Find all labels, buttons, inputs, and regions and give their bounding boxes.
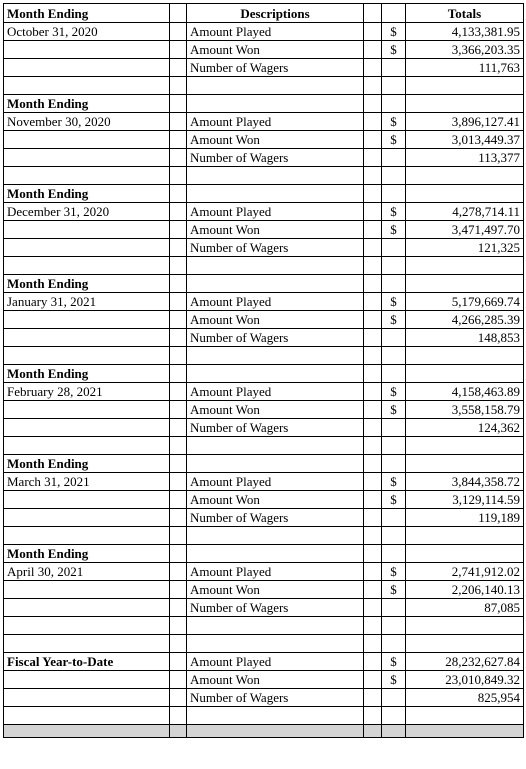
spacer-cell bbox=[364, 617, 382, 635]
amount-played-value: 28,232,627.84 bbox=[406, 653, 524, 671]
empty-cell bbox=[4, 527, 170, 545]
dollar-sign: $ bbox=[382, 131, 406, 149]
empty-cell bbox=[382, 59, 406, 77]
dollar-sign: $ bbox=[382, 41, 406, 59]
spacer-cell bbox=[170, 581, 187, 599]
dollar-sign: $ bbox=[382, 581, 406, 599]
spacer-cell bbox=[364, 221, 382, 239]
spacer-cell bbox=[170, 599, 187, 617]
empty-cell bbox=[187, 185, 364, 203]
spacer-cell bbox=[170, 383, 187, 401]
spacer-cell bbox=[170, 77, 187, 95]
spacer-cell bbox=[170, 419, 187, 437]
table-row bbox=[4, 635, 524, 653]
empty-cell bbox=[4, 77, 170, 95]
empty-cell bbox=[382, 365, 406, 383]
table-row bbox=[4, 707, 524, 725]
spacer-cell bbox=[364, 419, 382, 437]
empty-cell bbox=[406, 275, 524, 293]
report-body bbox=[4, 4, 524, 738]
empty-cell bbox=[4, 725, 170, 738]
empty-cell bbox=[187, 725, 364, 738]
wagering-report-table bbox=[3, 3, 524, 738]
empty-cell bbox=[382, 77, 406, 95]
empty-cell bbox=[4, 149, 170, 167]
number-of-wagers-label: Number of Wagers bbox=[187, 149, 364, 167]
empty-cell bbox=[382, 185, 406, 203]
spacer-cell bbox=[170, 95, 187, 113]
amount-played-value: 3,896,127.41 bbox=[406, 113, 524, 131]
empty-cell bbox=[4, 509, 170, 527]
amount-played-value: 5,179,669.74 bbox=[406, 293, 524, 311]
empty-cell bbox=[406, 77, 524, 95]
spacer-cell bbox=[170, 725, 187, 738]
spacer-cell bbox=[364, 167, 382, 185]
spacer-cell bbox=[170, 455, 187, 473]
empty-cell bbox=[406, 167, 524, 185]
empty-cell bbox=[187, 275, 364, 293]
spacer-cell bbox=[364, 203, 382, 221]
amount-won-value: 3,366,203.35 bbox=[406, 41, 524, 59]
table-row bbox=[4, 239, 524, 257]
empty-cell bbox=[382, 329, 406, 347]
empty-cell bbox=[4, 707, 170, 725]
spacer-cell bbox=[170, 689, 187, 707]
dollar-sign: $ bbox=[382, 383, 406, 401]
spacer-cell bbox=[364, 455, 382, 473]
empty-cell bbox=[4, 491, 170, 509]
spacer-cell bbox=[170, 617, 187, 635]
spacer-cell bbox=[170, 527, 187, 545]
wagers-value: 119,189 bbox=[406, 509, 524, 527]
table-row bbox=[4, 545, 524, 563]
dollar-sign: $ bbox=[382, 311, 406, 329]
table-row bbox=[4, 77, 524, 95]
amount-won-value: 3,013,449.37 bbox=[406, 131, 524, 149]
spacer-cell bbox=[364, 131, 382, 149]
spacer-cell bbox=[364, 311, 382, 329]
month-ending-label: Month Ending bbox=[4, 185, 170, 203]
month-date: February 28, 2021 bbox=[4, 383, 170, 401]
spacer-cell bbox=[170, 4, 187, 23]
table-row bbox=[4, 149, 524, 167]
dollar-sign: $ bbox=[382, 203, 406, 221]
wagers-value: 113,377 bbox=[406, 149, 524, 167]
empty-cell bbox=[382, 599, 406, 617]
spacer-cell bbox=[364, 509, 382, 527]
empty-cell bbox=[187, 95, 364, 113]
empty-cell bbox=[4, 239, 170, 257]
spacer-cell bbox=[364, 365, 382, 383]
spacer-cell bbox=[170, 167, 187, 185]
table-row bbox=[4, 527, 524, 545]
table-row bbox=[4, 653, 524, 671]
empty-cell bbox=[4, 671, 170, 689]
empty-cell bbox=[382, 509, 406, 527]
descriptions-header: Descriptions bbox=[187, 4, 364, 23]
dollar-sign: $ bbox=[382, 293, 406, 311]
empty-cell bbox=[4, 347, 170, 365]
spacer-cell bbox=[170, 545, 187, 563]
spacer-cell bbox=[364, 527, 382, 545]
spacer-cell bbox=[364, 599, 382, 617]
empty-cell bbox=[382, 437, 406, 455]
empty-cell bbox=[382, 635, 406, 653]
spacer-cell bbox=[364, 347, 382, 365]
empty-cell bbox=[382, 725, 406, 738]
empty-cell bbox=[4, 401, 170, 419]
month-ending-label: Month Ending bbox=[4, 365, 170, 383]
empty-cell bbox=[187, 167, 364, 185]
amount-won-label: Amount Won bbox=[187, 581, 364, 599]
month-date: December 31, 2020 bbox=[4, 203, 170, 221]
empty-cell bbox=[382, 257, 406, 275]
spacer-cell bbox=[364, 725, 382, 738]
spacer-cell bbox=[364, 23, 382, 41]
spacer-cell bbox=[364, 581, 382, 599]
empty-cell bbox=[382, 347, 406, 365]
dollar-sign: $ bbox=[382, 221, 406, 239]
spacer-cell bbox=[170, 635, 187, 653]
empty-cell bbox=[4, 689, 170, 707]
dollar-sign: $ bbox=[382, 473, 406, 491]
amount-won-value: 3,129,114.59 bbox=[406, 491, 524, 509]
spacer-cell bbox=[170, 131, 187, 149]
empty-cell bbox=[187, 527, 364, 545]
spacer-cell bbox=[170, 41, 187, 59]
spacer-cell bbox=[364, 59, 382, 77]
spacer-cell bbox=[364, 689, 382, 707]
empty-cell bbox=[4, 167, 170, 185]
table-row bbox=[4, 275, 524, 293]
empty-cell bbox=[382, 527, 406, 545]
wagers-value: 825,954 bbox=[406, 689, 524, 707]
amount-won-label: Amount Won bbox=[187, 41, 364, 59]
wagers-value: 148,853 bbox=[406, 329, 524, 347]
spacer-cell bbox=[170, 257, 187, 275]
empty-cell bbox=[406, 257, 524, 275]
table-row bbox=[4, 41, 524, 59]
spacer-cell bbox=[170, 437, 187, 455]
empty-cell bbox=[406, 455, 524, 473]
amount-won-label: Amount Won bbox=[187, 671, 364, 689]
spacer-cell bbox=[364, 383, 382, 401]
amount-won-value: 2,206,140.13 bbox=[406, 581, 524, 599]
table-row bbox=[4, 419, 524, 437]
spacer-cell bbox=[364, 671, 382, 689]
month-ending-label: Month Ending bbox=[4, 95, 170, 113]
table-row bbox=[4, 257, 524, 275]
wagers-value: 111,763 bbox=[406, 59, 524, 77]
spacer-cell bbox=[170, 473, 187, 491]
empty-cell bbox=[382, 617, 406, 635]
empty-cell bbox=[4, 437, 170, 455]
spacer-cell bbox=[170, 113, 187, 131]
table-row bbox=[4, 59, 524, 77]
empty-cell bbox=[406, 635, 524, 653]
totals-header: Totals bbox=[406, 4, 524, 23]
spacer-cell bbox=[364, 545, 382, 563]
spacer-cell bbox=[170, 293, 187, 311]
table-row bbox=[4, 617, 524, 635]
empty-cell bbox=[4, 329, 170, 347]
number-of-wagers-label: Number of Wagers bbox=[187, 59, 364, 77]
month-date: November 30, 2020 bbox=[4, 113, 170, 131]
table-row bbox=[4, 437, 524, 455]
table-row bbox=[4, 185, 524, 203]
spacer-cell bbox=[170, 491, 187, 509]
empty-cell bbox=[187, 347, 364, 365]
spacer-cell bbox=[170, 23, 187, 41]
amount-played-value: 2,741,912.02 bbox=[406, 563, 524, 581]
empty-cell bbox=[4, 635, 170, 653]
table-row bbox=[4, 365, 524, 383]
empty-cell bbox=[187, 437, 364, 455]
table-row bbox=[4, 563, 524, 581]
spacer-cell bbox=[364, 149, 382, 167]
dollar-sign: $ bbox=[382, 671, 406, 689]
spacer-cell bbox=[364, 95, 382, 113]
dollar-sign: $ bbox=[382, 23, 406, 41]
empty-cell bbox=[406, 617, 524, 635]
table-row bbox=[4, 473, 524, 491]
spacer-cell bbox=[170, 149, 187, 167]
empty-cell bbox=[382, 689, 406, 707]
empty-cell bbox=[4, 131, 170, 149]
table-row bbox=[4, 221, 524, 239]
empty-cell bbox=[406, 707, 524, 725]
empty-cell bbox=[406, 95, 524, 113]
month-ending-label: Month Ending bbox=[4, 455, 170, 473]
empty-cell bbox=[382, 707, 406, 725]
table-row bbox=[4, 455, 524, 473]
empty-cell bbox=[187, 257, 364, 275]
empty-cell bbox=[4, 41, 170, 59]
table-row bbox=[4, 689, 524, 707]
spacer-cell bbox=[364, 563, 382, 581]
spacer-cell bbox=[170, 365, 187, 383]
month-date: March 31, 2021 bbox=[4, 473, 170, 491]
empty-cell bbox=[4, 581, 170, 599]
spacer-cell bbox=[170, 221, 187, 239]
empty-cell bbox=[4, 617, 170, 635]
number-of-wagers-label: Number of Wagers bbox=[187, 509, 364, 527]
spacer-cell bbox=[170, 185, 187, 203]
amount-won-label: Amount Won bbox=[187, 491, 364, 509]
spacer-cell bbox=[170, 275, 187, 293]
spacer-cell bbox=[364, 491, 382, 509]
spacer-cell bbox=[364, 4, 382, 23]
table-row bbox=[4, 599, 524, 617]
amount-played-label: Amount Played bbox=[187, 203, 364, 221]
empty-cell bbox=[187, 455, 364, 473]
empty-cell bbox=[382, 95, 406, 113]
spacer-cell bbox=[364, 113, 382, 131]
wagers-value: 121,325 bbox=[406, 239, 524, 257]
table-row bbox=[4, 347, 524, 365]
spacer-cell bbox=[364, 293, 382, 311]
empty-cell bbox=[382, 239, 406, 257]
table-row bbox=[4, 581, 524, 599]
spacer-cell bbox=[364, 635, 382, 653]
table-row bbox=[4, 671, 524, 689]
spacer-cell bbox=[170, 203, 187, 221]
spacer-cell bbox=[170, 59, 187, 77]
spacer-cell bbox=[170, 509, 187, 527]
month-ending-label: Month Ending bbox=[4, 275, 170, 293]
spacer-cell bbox=[170, 653, 187, 671]
amount-won-label: Amount Won bbox=[187, 221, 364, 239]
empty-cell bbox=[187, 635, 364, 653]
table-row bbox=[4, 491, 524, 509]
table-row bbox=[4, 95, 524, 113]
number-of-wagers-label: Number of Wagers bbox=[187, 689, 364, 707]
month-ending-label: Month Ending bbox=[4, 545, 170, 563]
table-row bbox=[4, 509, 524, 527]
amount-played-label: Amount Played bbox=[187, 383, 364, 401]
empty-cell bbox=[4, 221, 170, 239]
amount-won-label: Amount Won bbox=[187, 131, 364, 149]
spacer-cell bbox=[364, 401, 382, 419]
month-date: October 31, 2020 bbox=[4, 23, 170, 41]
table-row bbox=[4, 203, 524, 221]
spacer-cell bbox=[364, 275, 382, 293]
dollar-sign: $ bbox=[382, 401, 406, 419]
wagers-value: 124,362 bbox=[406, 419, 524, 437]
amount-won-label: Amount Won bbox=[187, 401, 364, 419]
table-row bbox=[4, 311, 524, 329]
amount-played-label: Amount Played bbox=[187, 563, 364, 581]
empty-cell bbox=[382, 167, 406, 185]
dollar-sign: $ bbox=[382, 113, 406, 131]
empty-cell bbox=[406, 347, 524, 365]
table-row bbox=[4, 131, 524, 149]
amount-won-value: 3,471,497.70 bbox=[406, 221, 524, 239]
spacer-cell bbox=[364, 653, 382, 671]
amount-played-value: 3,844,358.72 bbox=[406, 473, 524, 491]
spacer-cell bbox=[364, 437, 382, 455]
empty-cell bbox=[406, 437, 524, 455]
spacer-cell bbox=[170, 563, 187, 581]
amount-played-label: Amount Played bbox=[187, 653, 364, 671]
empty-cell bbox=[187, 365, 364, 383]
amount-played-value: 4,158,463.89 bbox=[406, 383, 524, 401]
empty-cell bbox=[406, 185, 524, 203]
spacer-cell bbox=[364, 257, 382, 275]
empty-cell bbox=[4, 419, 170, 437]
table-row bbox=[4, 167, 524, 185]
empty-cell bbox=[4, 59, 170, 77]
amount-played-label: Amount Played bbox=[187, 113, 364, 131]
spacer-cell bbox=[170, 671, 187, 689]
spacer-cell bbox=[364, 707, 382, 725]
empty-cell bbox=[406, 545, 524, 563]
amount-played-label: Amount Played bbox=[187, 473, 364, 491]
empty-cell bbox=[406, 725, 524, 738]
number-of-wagers-label: Number of Wagers bbox=[187, 239, 364, 257]
number-of-wagers-label: Number of Wagers bbox=[187, 329, 364, 347]
number-of-wagers-label: Number of Wagers bbox=[187, 599, 364, 617]
table-row bbox=[4, 383, 524, 401]
empty-cell bbox=[4, 599, 170, 617]
amount-played-label: Amount Played bbox=[187, 293, 364, 311]
empty-cell bbox=[382, 275, 406, 293]
spacer-cell bbox=[364, 473, 382, 491]
amount-played-value: 4,278,714.11 bbox=[406, 203, 524, 221]
spacer-cell bbox=[364, 239, 382, 257]
empty-cell bbox=[187, 617, 364, 635]
empty-cell bbox=[382, 149, 406, 167]
table-row bbox=[4, 293, 524, 311]
spacer-cell bbox=[364, 41, 382, 59]
dollar-sign: $ bbox=[382, 563, 406, 581]
empty-cell bbox=[4, 257, 170, 275]
table-row bbox=[4, 4, 524, 23]
table-row bbox=[4, 725, 524, 738]
empty-cell bbox=[187, 77, 364, 95]
empty-cell bbox=[4, 311, 170, 329]
spacer-cell bbox=[170, 401, 187, 419]
amount-won-value: 23,010,849.32 bbox=[406, 671, 524, 689]
report-sheet bbox=[3, 3, 523, 738]
empty-cell bbox=[406, 365, 524, 383]
spacer-cell bbox=[170, 707, 187, 725]
empty-cell bbox=[382, 455, 406, 473]
amount-won-label: Amount Won bbox=[187, 311, 364, 329]
empty-cell bbox=[382, 545, 406, 563]
spacer-cell bbox=[170, 347, 187, 365]
number-of-wagers-label: Number of Wagers bbox=[187, 419, 364, 437]
month-ending-label: Month Ending bbox=[4, 4, 170, 23]
empty-cell bbox=[406, 527, 524, 545]
amount-played-label: Amount Played bbox=[187, 23, 364, 41]
wagers-value: 87,085 bbox=[406, 599, 524, 617]
amount-won-value: 3,558,158.79 bbox=[406, 401, 524, 419]
spacer-cell bbox=[364, 329, 382, 347]
dollar-sign: $ bbox=[382, 653, 406, 671]
fiscal-ytd-label: Fiscal Year-to-Date bbox=[4, 653, 170, 671]
table-row bbox=[4, 23, 524, 41]
month-date: January 31, 2021 bbox=[4, 293, 170, 311]
spacer-cell bbox=[364, 77, 382, 95]
table-row bbox=[4, 401, 524, 419]
empty-cell bbox=[382, 419, 406, 437]
spacer-cell bbox=[170, 311, 187, 329]
dollar-sign: $ bbox=[382, 491, 406, 509]
table-row bbox=[4, 113, 524, 131]
spacer-cell bbox=[382, 4, 406, 23]
spacer-cell bbox=[170, 329, 187, 347]
empty-cell bbox=[187, 707, 364, 725]
amount-played-value: 4,133,381.95 bbox=[406, 23, 524, 41]
spacer-cell bbox=[170, 239, 187, 257]
amount-won-value: 4,266,285.39 bbox=[406, 311, 524, 329]
empty-cell bbox=[187, 545, 364, 563]
month-date: April 30, 2021 bbox=[4, 563, 170, 581]
table-row bbox=[4, 329, 524, 347]
spacer-cell bbox=[364, 185, 382, 203]
